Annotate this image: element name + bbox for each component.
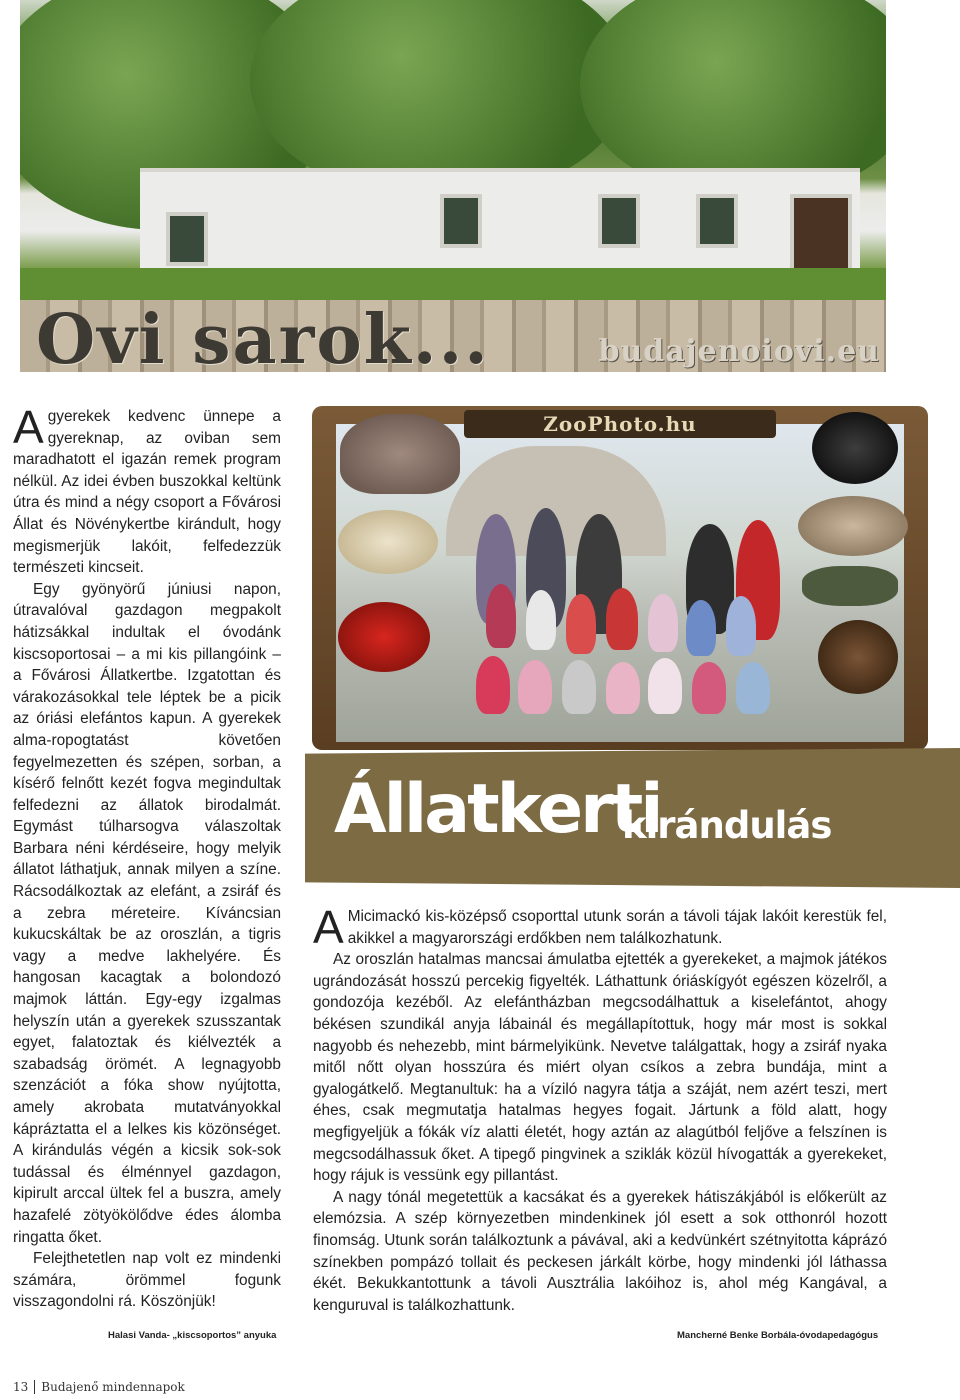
child xyxy=(648,658,682,714)
paragraph-text: gyerekek kedvenc ünnepe a gyereknap, az oviban sem maradhatott el igazán remek program nélkül. Az idei évben buszokkal keltünk útra és mind a négy csoport a Fővárosi Állat és Növénykertbe kirándult, hogy megismerjük lakóit, felfedezzük természeti kincseit. xyxy=(13,408,281,577)
child xyxy=(686,600,716,656)
child xyxy=(606,662,640,714)
child xyxy=(476,656,510,714)
paragraph xyxy=(13,401,281,579)
parrot-sticker xyxy=(338,602,430,672)
paragraph: Egy gyönyörű júniusi napon, útravalóval gazdagon megpakolt hátizsákkal indultak el óvodánk kiscsoportosai – a mi kis pillangóink – a Fővárosi Állatkertbe. Izgatottan és várakozásokkal tele léptek be a picik az óriási elefántos kapun. A gyerekek alma-ropogtatást követően fegyelmezetten és szépen, sorban, a kísérő felnőtt kezét fogva megindultak felfedezni az állatok birodalmát. Egymást túlharsogva válaszoltak Barbara néni kérdéseire, hogy melyik állatot láthatjuk, annak milyen a színe. Rácsodálkoztak az elefánt, a zsiráf és a zebra méreteire. Kíváncsian kukucskáltak be az oroszlán, a tigris vagy a medve lakhelyére. És hangosan kacagtak a bolondozó majmok láttán. Egy-egy izgalmas helyszín után a gyerekek szusszantak egyet, falatoztak és kiélvezték a szabadság örömét. A legnagyobb szenzációt a fóka show nyújtotta, amely akrobata mutatványokkal kápráztatta el a lelkes kis közönséget. A kirándulás végén a kicsik sok-sok tudással és élménnyel gazdagon, kipirult arccal ültek fel a buszra, amely hazafelé zötyökölődve édes álomba ringatta őket. xyxy=(13,580,281,1246)
publication-name: Budajenő mindennapok xyxy=(41,1380,185,1394)
dropcap: A xyxy=(13,401,44,453)
window xyxy=(166,212,208,266)
zoo-group-photo xyxy=(312,406,928,750)
photo-banner: ZooPhoto.hu xyxy=(464,410,776,438)
page-number: 13 xyxy=(13,1380,35,1394)
paragraph xyxy=(313,901,887,953)
wolf-sticker xyxy=(798,496,908,556)
signature-right: Mancherné Benke Borbála-óvodapedagógus xyxy=(677,1330,879,1341)
building xyxy=(140,168,860,282)
polar-bear-sticker xyxy=(338,510,438,574)
article-left xyxy=(13,401,281,1313)
paragraph: Felejthetetlen nap volt ez mindenki számára, örömmel fogunk visszagondolni rá. Köszönjük! xyxy=(13,1250,281,1311)
brown-bear-sticker xyxy=(818,620,898,694)
elephant-sticker xyxy=(340,414,460,494)
lawn xyxy=(20,268,886,302)
window xyxy=(440,194,482,248)
article-right xyxy=(313,901,887,1316)
child xyxy=(562,660,596,714)
paragraph: A nagy tónál megetettük a kacsákat és a gyerekek hátiszákjából is előkerült az elemózsia. A szép környezetben mindenkinek jól esett a sok otthonról hozott finomság. Utunk során találkoztunk a pávával, aki a kedvünkért szétnyitotta káprázó színekben pompázó tollait és peckesen járkált körbe, hogy mindenki jól láthassa ékét. Bekukkantottunk a távoli Ausztrália lakóihoz is, ahol még Kangával, a kenguruval is találkozhattunk. xyxy=(313,1188,887,1314)
site-url: budajenoiovi.eu xyxy=(598,334,880,369)
child xyxy=(692,662,726,714)
child xyxy=(518,660,552,714)
window xyxy=(696,194,738,248)
child xyxy=(526,590,556,650)
child xyxy=(726,596,756,656)
door xyxy=(790,194,852,278)
child xyxy=(566,594,596,654)
page-footer xyxy=(13,1380,185,1394)
section-title: Ovi sarok... xyxy=(36,300,490,372)
dropcap: A xyxy=(313,901,344,953)
crocodile-sticker xyxy=(802,566,898,606)
window xyxy=(598,194,640,248)
child xyxy=(606,588,638,650)
child xyxy=(486,584,516,648)
paragraph-text: Micimackó kis-középső csoporttal utunk során a távoli tájak lakóit kerestük fel, akikkel a magyarországi erdőkben nem találkozhatunk. xyxy=(347,908,887,947)
gorilla-sticker xyxy=(812,412,898,484)
child xyxy=(648,594,678,652)
article-subtitle: kirándulás xyxy=(622,804,832,847)
child xyxy=(736,662,770,714)
signature-left: Halasi Vanda- „kiscsoportos” anyuka xyxy=(108,1330,277,1341)
article-title: Állatkerti xyxy=(334,770,661,849)
header-photo xyxy=(20,0,886,372)
paragraph: Az oroszlán hatalmas mancsai ámulatba ejtették a gyerekeket, a majmok játékos ugrándozását hosszú percekig figyelték. Láthattunk óriáskígyót egészen közelről, a gondozója kezéből. Az elefántházban megcsodálhattuk a kiselefántot, ahogy békésen szundikál anyja lábainál és megállapítottuk, hogy már most is sokkal nagyobb és nehezebb, mint bármelyikünk. Nevetve találgattak, hogy a zsiráf nyaka mitől nőtt olyan hosszúra és miért olyan csíkos a zebra bundája, mint a gyalogátkelő. Megtanultuk: ha a víziló nagyra tátja a száját, nem azért teszi, mert éhes, csak megmutatja hatalmas hegyes fogait. Jártunk a föld alatt, hogy megfigyeljük a fókák víz alatti életét, hogy aztán az alagútból feljőve a felszínen is megcsodálhassuk őket. A tipegő pingvinek a sziklák közül hívogatták a gyerekeket, hogy rájuk is vessünk egy pillantást. xyxy=(313,951,887,1185)
